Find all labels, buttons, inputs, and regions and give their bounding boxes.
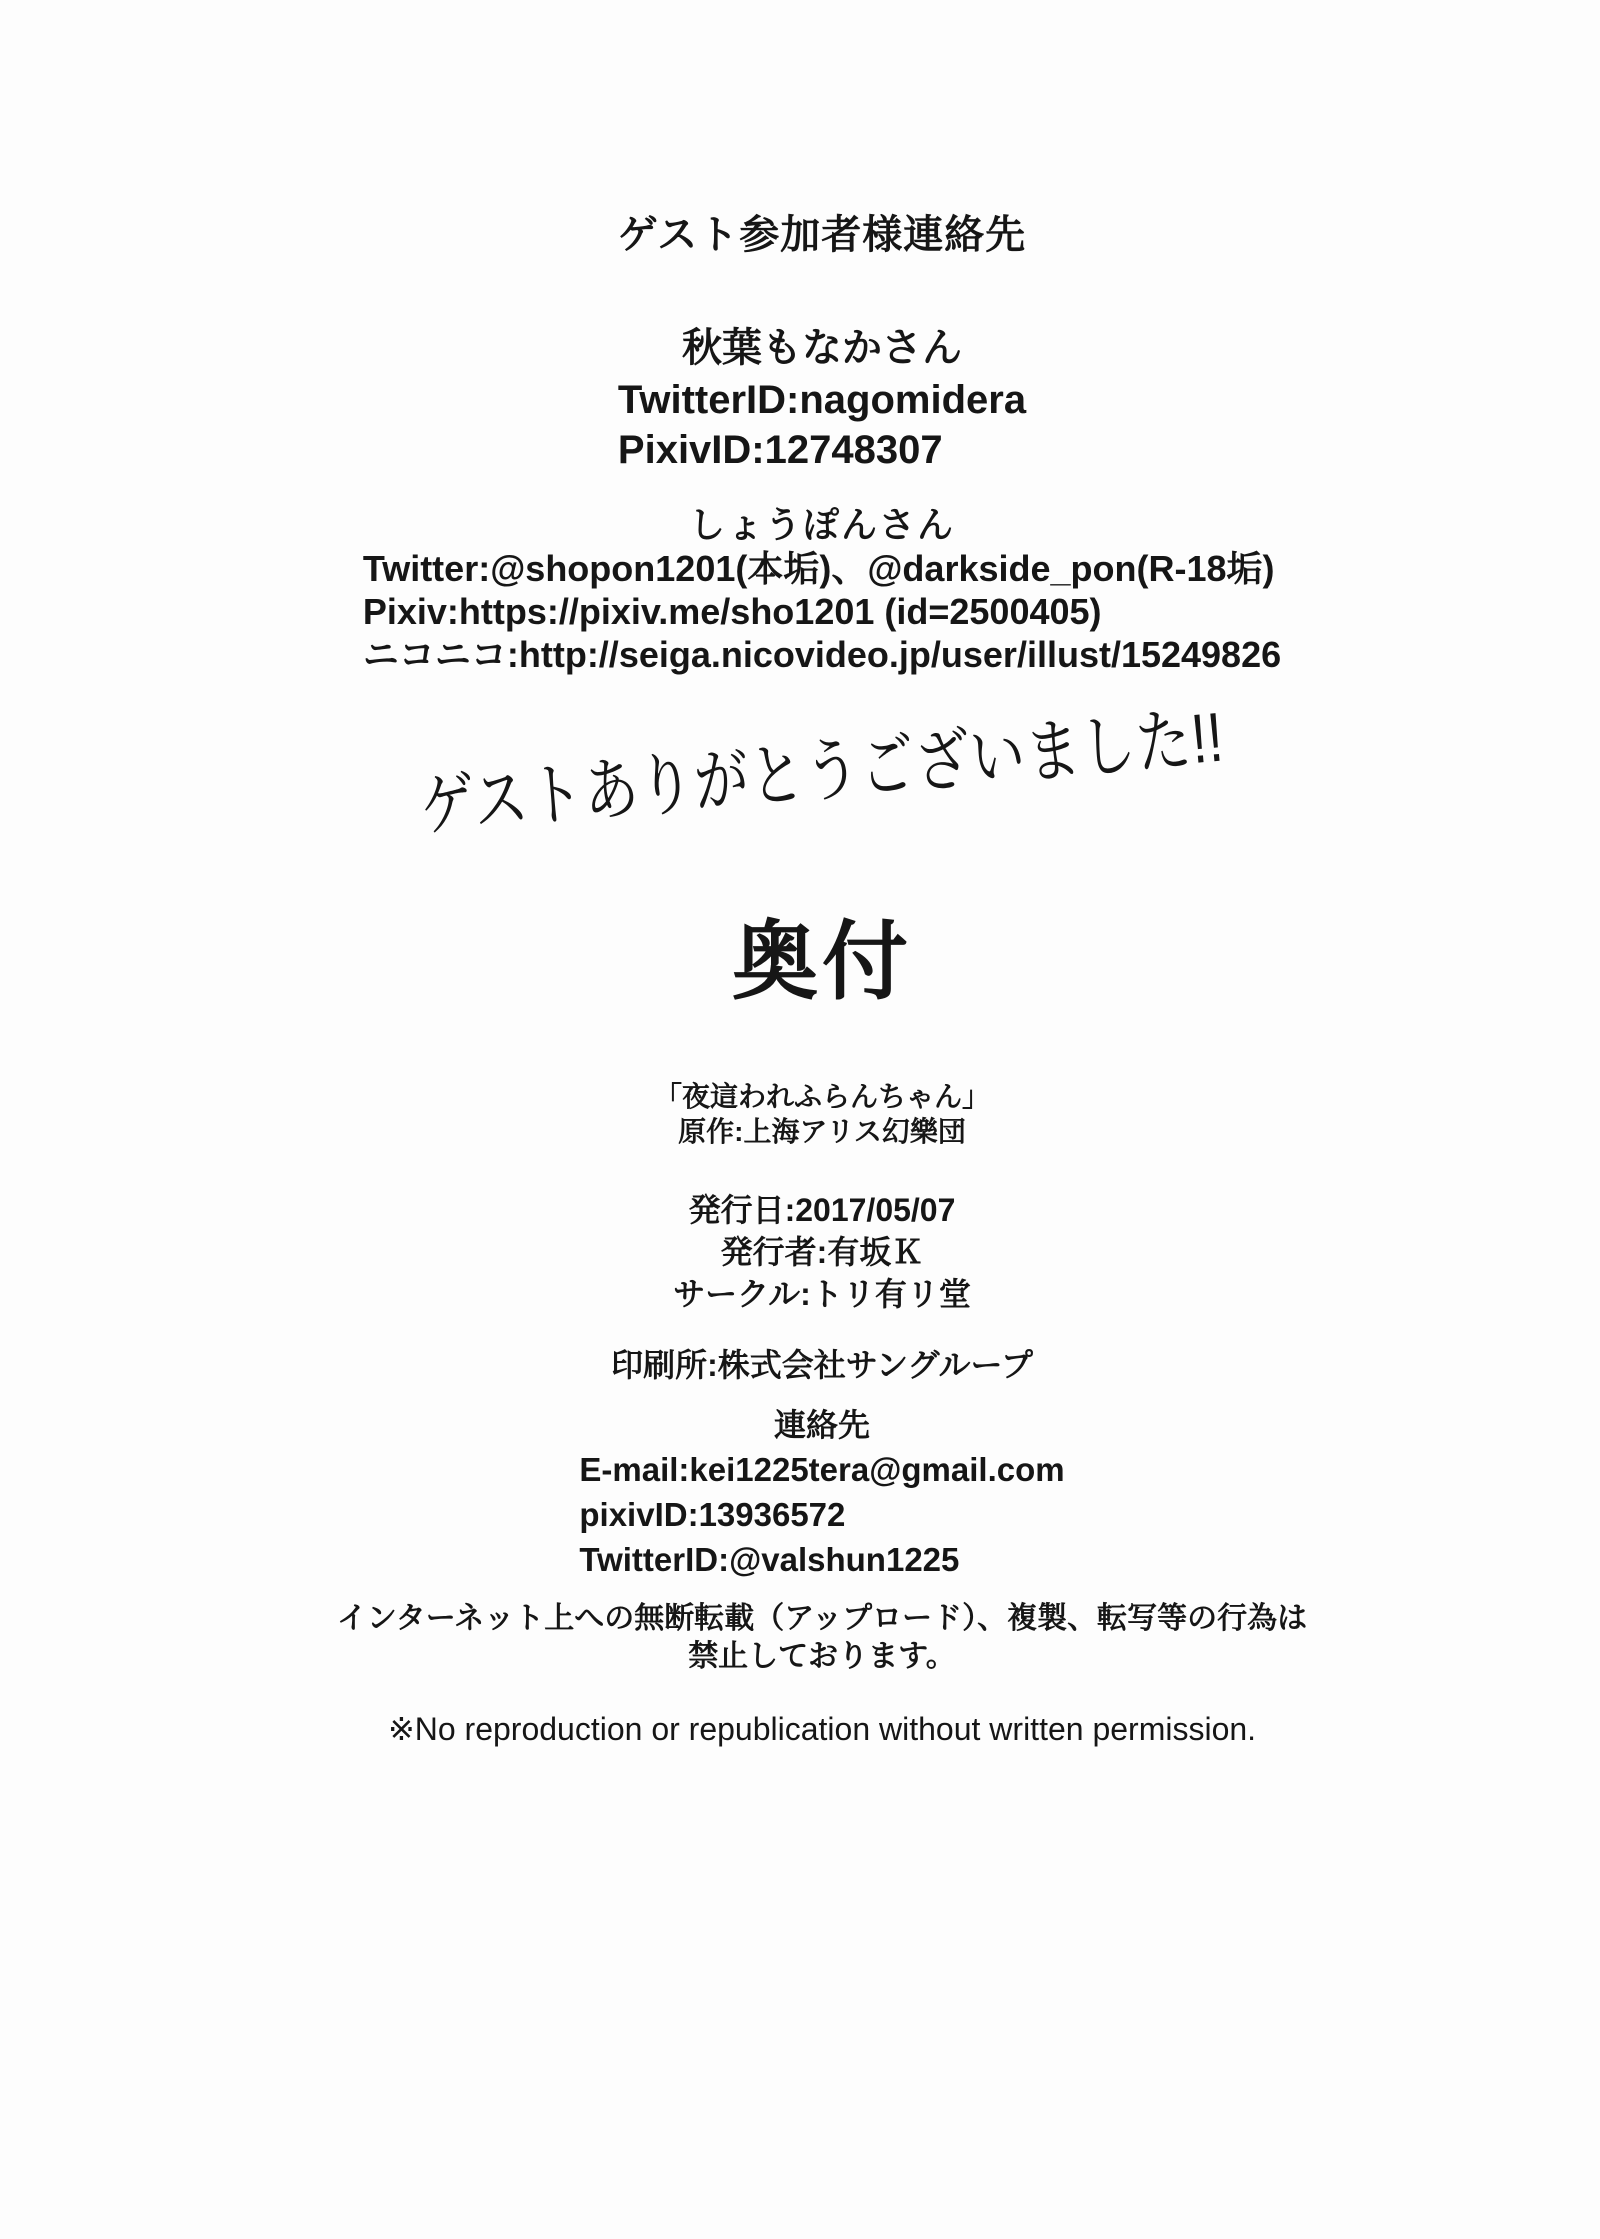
guest-pixiv-id: PixivID:12748307 [617,427,943,472]
contact-twitter-line: TwitterID:@valshun1225 [579,1541,960,1579]
guest-contact-lines [618,375,1026,475]
guest-pixiv-url: Pixiv:https://pixiv.me/sho1201 (id=2500405) [362,590,1102,632]
notice-jp-line1: インターネット上への無断転載（アップロード）、複製、転写等の行為は [336,1602,1308,1636]
guest-twitter-id: TwitterID:nagomidera [617,377,1027,422]
contact-section-title: 連絡先 [773,1407,870,1444]
contact-email-line: E-mail:kei1225tera@gmail.com [579,1451,1065,1489]
colophon-title: 奥付 [732,913,912,1010]
guest-section-title: ゲスト参加者様連絡先 [617,212,1027,257]
guest-block-shopon [22,503,1600,676]
work-info-block [22,1079,1600,1149]
guest-twitter-accounts: Twitter:@shopon1201(本垢)、@darkside_pon(R-18垢) [362,547,1275,589]
publisher-line: 発行者:有坂Ｋ [720,1234,924,1271]
no-reproduction-notice-en: ※No reproduction or republication without written permission. [387,1711,1257,1748]
work-title: 「夜這われふらんちゃん」 [653,1081,990,1113]
guest-niconico-url: ニコニコ:http://seiga.nicovideo.jp/user/illust/15249826 [362,633,1282,675]
no-reproduction-notice-jp [22,1600,1600,1676]
guest-name: しょうぽんさん [688,503,955,545]
handwritten-thanks-row [22,698,1600,846]
page-content [22,0,1600,1748]
publish-date-line: 発行日:2017/05/07 [688,1192,956,1229]
notice-jp-line2: 禁止しております。 [688,1640,956,1674]
publication-info-block [22,1189,1600,1315]
circle-line: サークル:トリ有リ堂 [673,1276,971,1313]
contact-pixiv-line: pixivID:13936572 [579,1496,846,1534]
printer-line: 印刷所:株式会社サングループ [611,1347,1033,1384]
guest-name: 秋葉もなかさん [682,325,962,370]
guest-contact-lines [363,547,1281,676]
original-work-credit: 原作:上海アリス幻樂団 [678,1116,966,1148]
handwritten-thanks-note: ゲストありがとうございました!! [417,698,1227,846]
guest-block-akiba-monaka [22,321,1600,475]
author-contact-block [22,1403,1600,1582]
contact-lines [579,1447,1064,1582]
